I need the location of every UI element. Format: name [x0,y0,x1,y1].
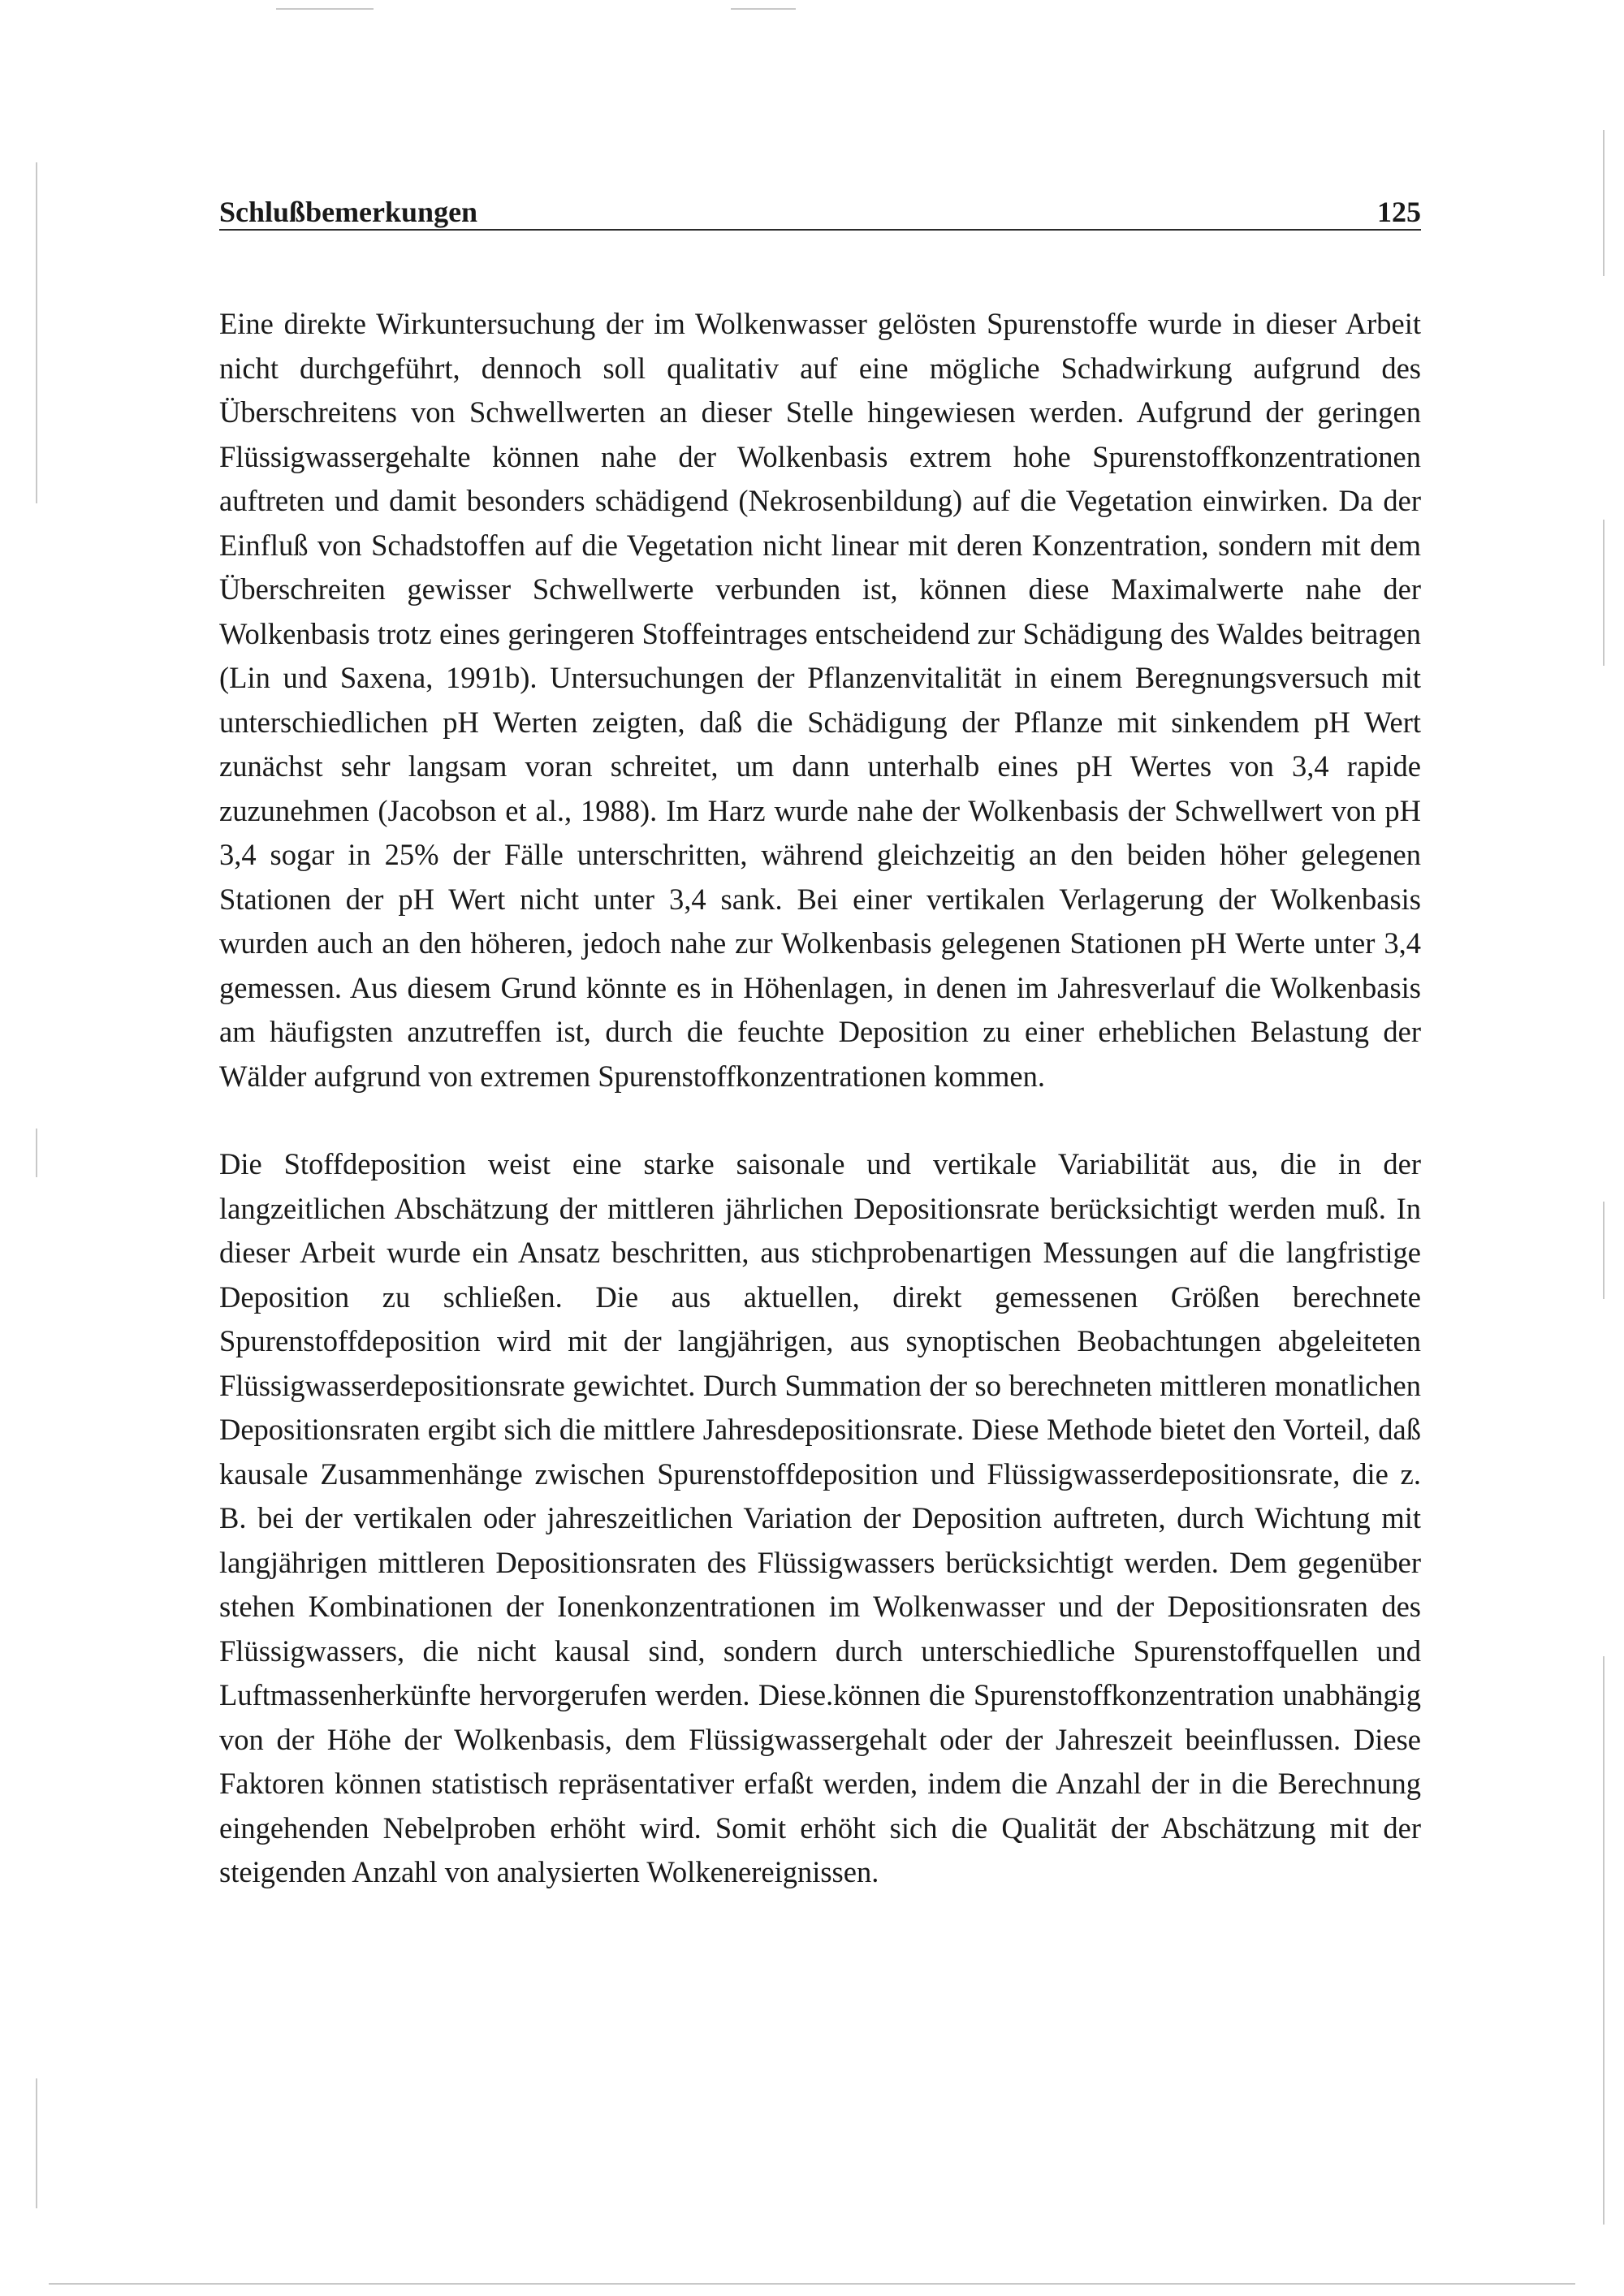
chapter-title: Schlußbemerkungen [219,196,478,228]
scan-edge-left-bottom [36,2078,37,2208]
paragraph-2: Die Stoffdeposition weist eine starke saisonale und vertikale Variabilität aus, die in der langzeitlichen Abschätzung der mittleren jährlichen Depositionsrate berücksichtigt werden muß. In dieser Arbeit wurde ein Ansatz beschritten, aus stichprobenartigen Messungen auf die langfristige Deposition zu schließen. Die aus aktuellen, direkt gemessenen Größen berechnete Spurenstoffdeposition wird mit der langjährigen, aus synoptischen Beobachtungen abgeleiteten Flüssigwasserdepositionsrate gewichtet. Durch Summation der so berechneten mittleren monatlichen Depositionsraten ergibt sich die mittlere Jahresdepositionsrate. Diese Methode bietet den Vorteil, daß kausale Zusammenhänge zwischen Spurenstoffdeposition und Flüssigwasserdepositionsrate, die z. B. bei der vertikalen oder jahreszeitlichen Variation der Deposition auftreten, durch Wichtung mit langjährigen mittleren Depositionsraten des Flüssigwassers berücksichtigt werden. Dem gegenüber stehen Kombinationen der Ionenkonzentrationen im Wolkenwasser und der Depositionsraten des Flüssigwassers, die nicht kausal sind, sondern durch unterschiedliche Spurenstoffquellen und Luftmassenherkünfte hervorgerufen werden. Diese.können die Spurenstoffkonzentration unabhängig von der Höhe der Wolkenbasis, dem Flüssigwassergehalt oder der Jahreszeit beeinflussen. Diese Faktoren können statistisch repräsentativer erfaßt werden, indem die Anzahl der in die Berechnung eingehenden Nebelproben erhöht wird. Somit erhöht sich die Qualität der Abschätzung mit der steigenden Anzahl von analysierten Wolkenereignissen. [219,1147,1421,1888]
scan-edge-right-lower [1603,1202,1605,1299]
scan-edge-top-2 [731,8,796,10]
scan-edge-right [1603,130,1605,276]
paragraph-1: Eine direkte Wirkuntersuchung der im Wolkenwasser gelösten Spurenstoffe wurde in dieser Arbeit nicht durchgeführt, dennoch soll qualitativ auf eine mögliche Schadwirkung aufgrund des Überschreitens von Schwellwerten an dieser Stelle hingewiesen werden. Aufgrund der geringen Flüssigwassergehalte können nahe der Wolkenbasis extrem hohe Spurenstoffkonzentrationen auftreten und damit besonders schädigend (Nekrosenbildung) auf die Vegetation einwirken. Da der Einfluß von Schadstoffen auf die Vegetation nicht linear mit deren Konzentration, sondern mit dem Überschreiten gewisser Schwellwerte verbunden ist, können diese Maximalwerte nahe der Wolkenbasis trotz eines geringeren Stoffeintrages entscheidend zur Schädigung des Waldes beitragen (Lin und Saxena, 1991b). Untersuchungen der Pflanzenvitalität in einem Beregnungsversuch mit unterschiedlichen pH Werten zeigten, daß die Schädigung der Pflanze mit sinkendem pH Wert zunächst sehr langsam voran schreitet, um dann unterhalb eines pH Wertes von 3,4 rapide zuzunehmen (Jacobson et al., 1988). Im Harz wurde nahe der Wolkenbasis der Schwellwert von pH 3,4 sogar in 25% der Fälle unterschritten, während gleichzeitig an den beiden höher gelegenen Stationen der pH Wert nicht unter 3,4 sank. Bei einer vertikalen Verlagerung der Wolkenbasis wurden auch an den höheren, jedoch nahe zur Wolkenbasis gelegenen Stationen pH Werte unter 3,4 gemessen. Aus diesem Grund könnte es in Höhenlagen, in denen im Jahresverlauf die Wolkenbasis am häufigsten anzutreffen ist, durch die feuchte Deposition zu einer erheblichen Belastung der Wälder aufgrund von extremen Spurenstoffkonzentrationen kommen. [219,307,1421,1093]
body-text [219,302,1421,1895]
scan-edge-right-bottom [1603,1656,1605,2225]
scan-edge-left-lower [36,1129,37,1177]
page-number: 125 [1377,196,1421,228]
running-header [219,195,1421,231]
scan-edge-right-mid [1603,520,1605,666]
scan-edge-bottom [49,2283,1575,2285]
scan-edge-top [276,8,374,10]
scan-edge-left [36,162,37,503]
